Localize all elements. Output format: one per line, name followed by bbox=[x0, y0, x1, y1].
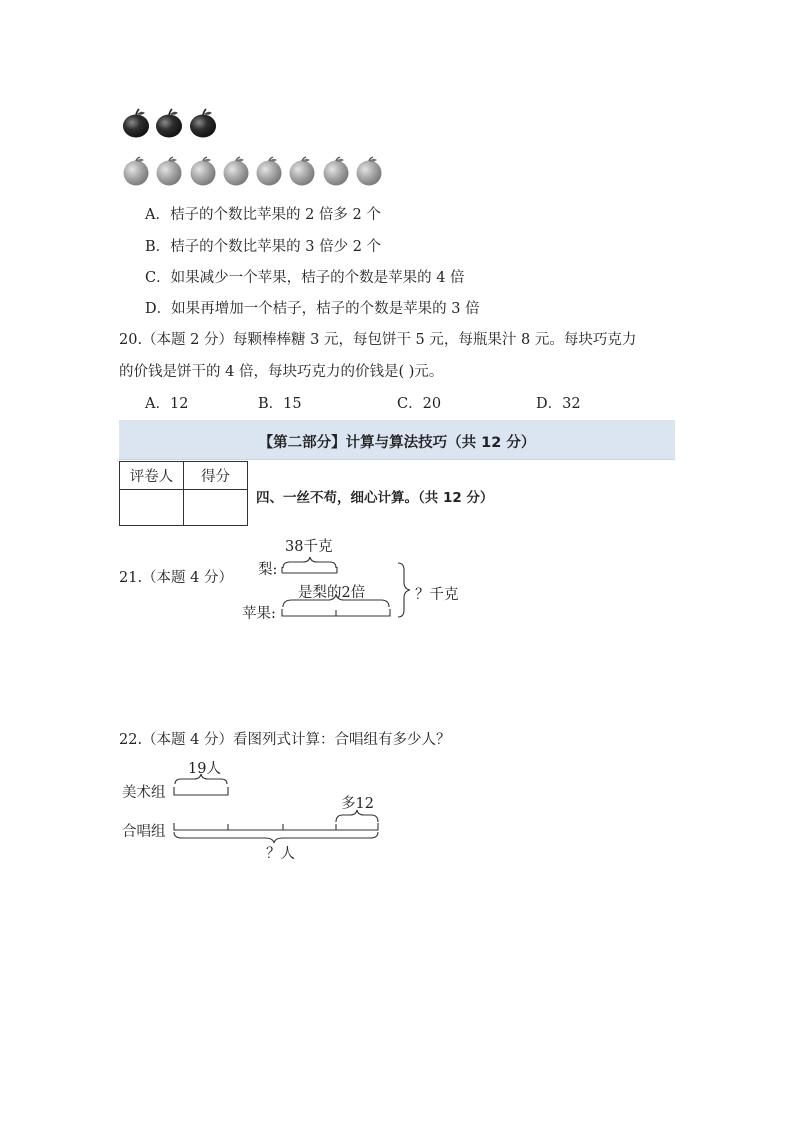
q20-option-d[interactable]: D．32 bbox=[536, 396, 581, 412]
total-question-label: ？千克 bbox=[415, 587, 459, 603]
choir-bar bbox=[174, 823, 378, 830]
q21-label: 21.（本题 4 分） bbox=[119, 570, 234, 586]
more-label: 多12 bbox=[341, 796, 374, 812]
q22-label: 22.（本题 4 分）看图列式计算：合唱组有多少人？ bbox=[119, 732, 451, 748]
art-amount-label: 19人 bbox=[188, 761, 221, 777]
section-heading: 四、一丝不苟，细心计算。（共 12 分） bbox=[256, 490, 494, 506]
q20-stem-line2: 的价钱是饼干的 4 倍，每块巧克力的价钱是( )元。 bbox=[119, 364, 444, 380]
apple-label: 苹果: bbox=[242, 606, 276, 622]
q19-option-a[interactable]: A．桔子的个数比苹果的 2 倍多 2 个 bbox=[145, 207, 381, 223]
q20-option-a[interactable]: A．12 bbox=[145, 396, 189, 412]
choir-group-label: 合唱组 bbox=[122, 824, 166, 840]
q20-option-c[interactable]: C．20 bbox=[397, 396, 442, 412]
score-header: 得分 bbox=[184, 462, 248, 490]
art-brace bbox=[175, 774, 227, 784]
more-brace bbox=[336, 810, 378, 822]
q20-stem-line1: 20.（本题 2 分）每颗棒棒糖 3 元，每包饼干 5 元，每瓶果汁 8 元。每块巧克力 bbox=[119, 332, 637, 348]
q19-option-d[interactable]: D．如果再增加一个桔子，桔子的个数是苹果的 3 倍 bbox=[145, 301, 480, 317]
pear-amount-label: 38千克 bbox=[285, 539, 333, 555]
choir-bottom-brace bbox=[174, 832, 378, 843]
section-title: 【第二部分】计算与算法技巧（共 12 分） bbox=[258, 435, 536, 451]
choir-total-label: ？人 bbox=[266, 846, 295, 862]
pear-label: 梨: bbox=[258, 562, 278, 578]
grader-header: 评卷人 bbox=[120, 462, 184, 490]
art-group-label: 美术组 bbox=[122, 785, 166, 801]
q19-option-c[interactable]: C．如果减少一个苹果，桔子的个数是苹果的 4 倍 bbox=[145, 270, 465, 286]
art-bar bbox=[174, 787, 228, 795]
q19-option-b[interactable]: B．桔子的个数比苹果的 3 倍少 2 个 bbox=[145, 239, 382, 255]
apple-note-label: 是梨的2倍 bbox=[298, 585, 366, 601]
q20-option-b[interactable]: B．15 bbox=[258, 396, 302, 412]
